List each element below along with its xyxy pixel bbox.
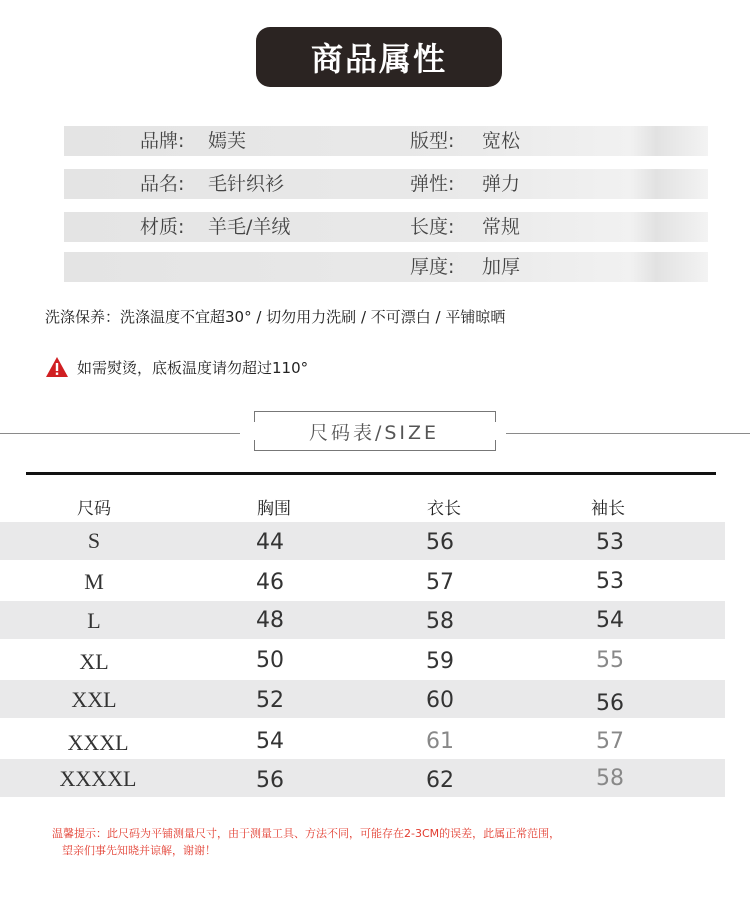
divider-line [506,433,750,434]
sleeve-cell: 56 [596,691,624,716]
care-instructions: 洗涤保养：洗涤温度不宜超30° / 切勿用力洗刷 / 不可漂白 / 平铺晾晒 [45,308,506,326]
size-cell: L [87,608,101,633]
size-cell: M [84,569,104,594]
attribute-value: 羊毛/羊绒 [208,216,291,238]
attribute-value: 毛针织衫 [208,173,285,195]
length-cell: 56 [426,530,454,555]
attribute-label: 厚度: [410,256,455,278]
size-cell: S [87,528,101,553]
attribute-label: 材质: [140,216,185,238]
length-cell: 62 [426,768,454,793]
attribute-value: 嫣芙 [208,130,247,152]
size-section-title: 尺码表/SIZE [308,421,440,444]
chest-cell: 52 [256,688,284,713]
warning-triangle-icon [45,356,69,378]
attribute-label: 长度: [410,216,455,238]
size-cell: XXL [71,687,117,712]
size-cell: XXXXL [59,766,137,791]
table-header-length: 衣长 [427,499,461,519]
length-cell: 60 [426,688,454,713]
attribute-value: 加厚 [482,256,521,278]
sleeve-cell: 58 [596,766,624,791]
chest-cell: 44 [256,530,284,555]
attribute-value: 常规 [482,216,521,238]
section-title-product-attributes: 商品属性 [256,27,502,87]
size-cell: XL [79,649,109,674]
length-cell: 58 [426,609,454,634]
sleeve-cell: 53 [596,530,624,555]
attribute-label: 版型: [410,130,455,152]
size-cell: XXXL [67,730,129,755]
sleeve-cell: 55 [596,648,624,673]
chest-cell: 46 [256,570,284,595]
length-cell: 61 [426,729,454,754]
attribute-label: 品名: [140,173,185,195]
attribute-value: 弹力 [482,173,521,195]
chest-cell: 50 [256,648,284,673]
warning-text: 如需熨烫，底板温度请勿超过110° [77,358,309,377]
table-top-rule [26,472,716,475]
table-header-size: 尺码 [77,499,111,519]
measurement-note: 温馨提示：此尺码为平铺测量尺寸，由于测量工具、方法不同，可能存在2-3CM的误差，此属正常范围， [52,827,561,840]
sleeve-cell: 53 [596,569,624,594]
sleeve-cell: 54 [596,608,624,633]
ironing-warning [45,356,308,378]
attribute-label: 品牌: [140,130,185,152]
chest-cell: 54 [256,729,284,754]
attribute-label: 弹性: [410,173,455,195]
table-header-sleeve: 袖长 [591,499,625,519]
sleeve-cell: 57 [596,729,624,754]
divider-line [0,433,240,434]
measurement-note: 望亲们事先知晓并谅解，谢谢！ [62,844,216,857]
chest-cell: 48 [256,608,284,633]
chest-cell: 56 [256,768,284,793]
length-cell: 59 [426,649,454,674]
attribute-value: 宽松 [482,130,521,152]
attribute-row [64,252,708,282]
table-header-chest: 胸围 [257,499,291,519]
length-cell: 57 [426,570,454,595]
